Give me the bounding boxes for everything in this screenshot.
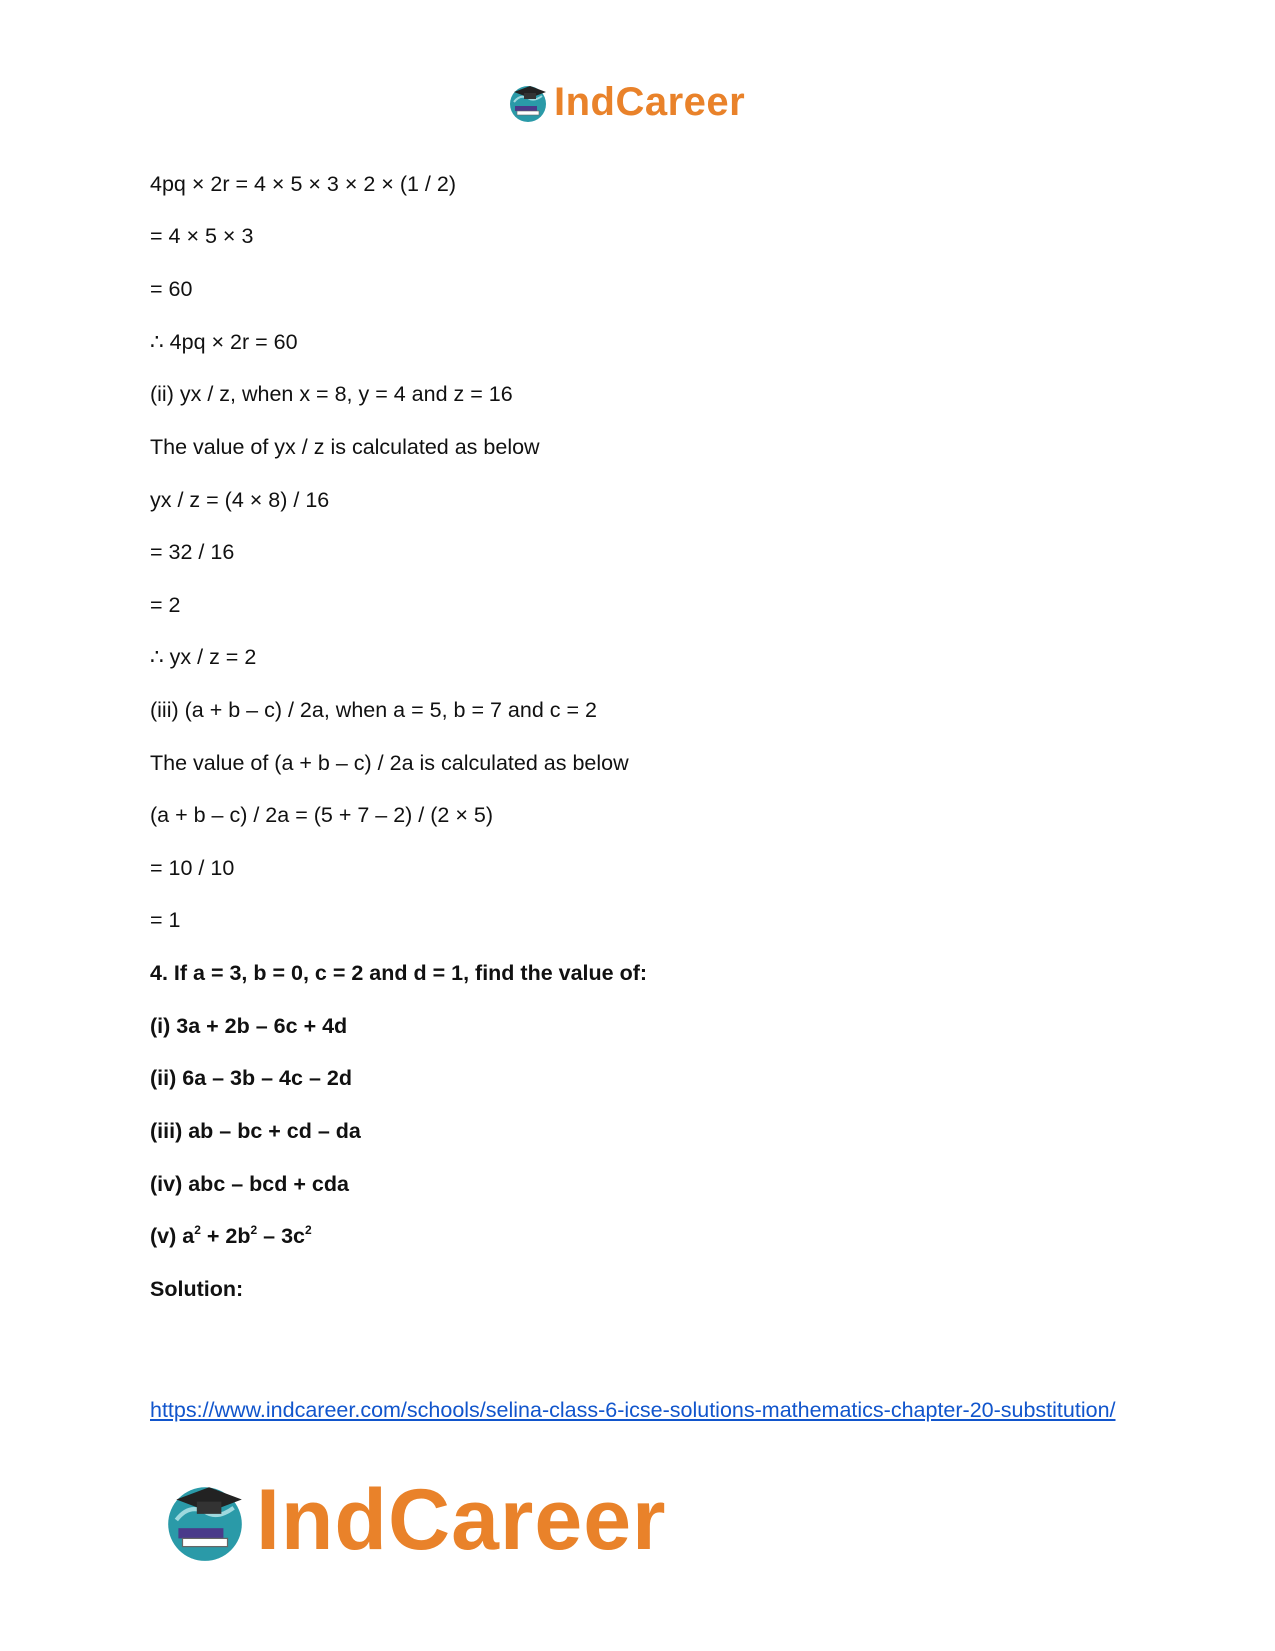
- part-v-prefix: (v) a: [150, 1224, 195, 1248]
- solution-line: = 4 × 5 × 3: [150, 224, 254, 248]
- exponent: 2: [250, 1223, 258, 1237]
- exponent: 2: [305, 1223, 312, 1237]
- solution-line: yx / z = (4 × 8) / 16: [150, 488, 330, 512]
- solution-line: The value of (a + b – c) / 2a is calculated as below: [150, 751, 629, 775]
- question-part: (iv) abc – bcd + cda: [150, 1172, 349, 1196]
- solution-line: (iii) (a + b – c) / 2a, when a = 5, b = 7 and c = 2: [150, 698, 597, 722]
- part-v-term: + 2b: [200, 1224, 251, 1248]
- solution-line: = 10 / 10: [150, 856, 235, 880]
- solution-line: (ii) yx / z, when x = 8, y = 4 and z = 16: [150, 382, 513, 406]
- solution-line: ∴ 4pq × 2r = 60: [150, 330, 298, 354]
- solution-line: ∴ yx / z = 2: [150, 645, 257, 669]
- solution-line: (a + b – c) / 2a = (5 + 7 – 2) / (2 × 5): [150, 803, 493, 827]
- part-v-term: – 3c: [257, 1224, 306, 1248]
- source-link[interactable]: https://www.indcareer.com/schools/selina-class-6-icse-solutions-mathematics-chapter-20-substitution/: [150, 1398, 1116, 1422]
- solution-line: The value of yx / z is calculated as below: [150, 435, 540, 459]
- solution-line: = 32 / 16: [150, 540, 235, 564]
- indcareer-logo-top: [506, 78, 745, 126]
- solution-line: = 2: [150, 593, 181, 617]
- question-part: (iii) ab – bc + cd – da: [150, 1119, 361, 1143]
- question-part-v: [150, 1223, 312, 1249]
- question-part: (ii) 6a – 3b – 4c – 2d: [150, 1066, 352, 1090]
- indcareer-logo-bottom: [160, 1470, 667, 1570]
- solution-line: = 60: [150, 277, 193, 301]
- logo-wordmark: IndCareer: [256, 1472, 667, 1568]
- exponent: 2: [194, 1223, 201, 1237]
- logo-wordmark: IndCareer: [554, 80, 746, 124]
- question-part: (i) 3a + 2b – 6c + 4d: [150, 1014, 348, 1038]
- graduation-globe-icon: [506, 80, 550, 124]
- solution-line: = 1: [150, 908, 181, 932]
- question-heading: 4. If a = 3, b = 0, c = 2 and d = 1, find the value of:: [150, 961, 648, 985]
- graduation-globe-icon: [160, 1475, 250, 1565]
- solution-line: 4pq × 2r = 4 × 5 × 3 × 2 × (1 / 2): [150, 172, 456, 196]
- solution-label: Solution:: [150, 1277, 244, 1301]
